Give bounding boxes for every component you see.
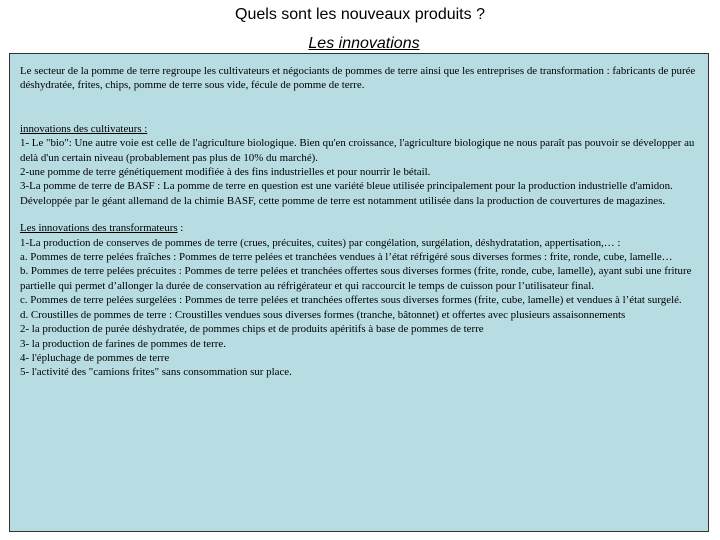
transformateurs-item: 3- la production de farines de pommes de terre. — [20, 337, 226, 350]
spacer — [20, 208, 696, 221]
transformateurs-heading-line — [20, 221, 696, 235]
intro-paragraph: Le secteur de la pomme de terre regroupe les cultivateurs et négociants de pommes de terre ainsi que les entreprises de transformation : fabricants de purée déshydratée, frites, chips, pomme de terre sous vide, fécule de pomme de terre. — [20, 65, 696, 92]
cultivateurs-heading: innovations des cultivateurs : — [20, 122, 148, 135]
page-title: Quels sont les nouveaux produits ? — [235, 6, 485, 23]
transformateurs-item: 1-La production de conserves de pommes de terre (crues, précuites, cuites) par congélation, surgélation, déshydratation, appertisation,… : — [20, 236, 621, 249]
transformateurs-heading: Les innovations des transformateurs — [20, 222, 178, 235]
transformateurs-item: c. Pommes de terre pelées surgelées : Pommes de terre pelées et tranchées offertes sous diverses formes (frite, cube, lamelle) et vendues à l’état surgelé. — [20, 294, 682, 307]
transformateurs-item: a. Pommes de terre pelées fraîches : Pommes de terre pelées et tranchées vendues à l’état réfrigéré sous diverses formes : frite, ronde, cube, lamelle… — [20, 251, 673, 264]
page-subtitle: Les innovations — [308, 35, 420, 52]
transformateurs-item: 5- l'activité des "camions frites" sans consommation sur place. — [20, 366, 292, 379]
cultivateurs-item: 2-une pomme de terre génétiquement modifiée à des fins industrielles et pour nourrir le bétail. — [20, 166, 431, 179]
transformateurs-heading-suffix: : — [177, 222, 184, 235]
transformateurs-item: partielle qui permet d’allonger la durée de conservation au réfrigérateur et qui raccourcit le temps de cuisson pour l’utilisateur final. — [20, 279, 594, 292]
content-box — [9, 53, 709, 532]
cultivateurs-item: 1- Le "bio": Une autre voie est celle de l'agriculture biologique. Bien qu'en croissance, l'agriculture biologique ne nous paraît pas pouvoir se développer au delà d'un certain niveau (probablement pas plus de 10% du marché). — [20, 137, 695, 164]
spacer — [20, 93, 696, 122]
transformateurs-item: b. Pommes de terre pelées précuites : Pommes de terre pelées et tranchées offertes sous diverses formes (frite, ronde, cube, lamelle), ayant subi une friture — [20, 265, 692, 278]
transformateurs-item: 4- l'épluchage de pommes de terre — [20, 351, 170, 364]
transformateurs-item: d. Croustilles de pommes de terre : Croustilles vendues sous diverses formes (tranche, bâtonnet) et offertes avec plusieurs assaisonnements — [20, 308, 626, 321]
cultivateurs-item: 3-La pomme de terre de BASF : La pomme de terre en question est une variété bleue utilisée principalement pour la production industrielle d'amidon. Développée par le géant allemand de la chimie BASF, cette pomme de terre est notamment utilisée dans la production de couvertures de magazines. — [20, 180, 673, 207]
transformateurs-item: 2- la production de purée déshydratée, de pommes chips et de produits apéritifs à base de pommes de terre — [20, 323, 484, 336]
